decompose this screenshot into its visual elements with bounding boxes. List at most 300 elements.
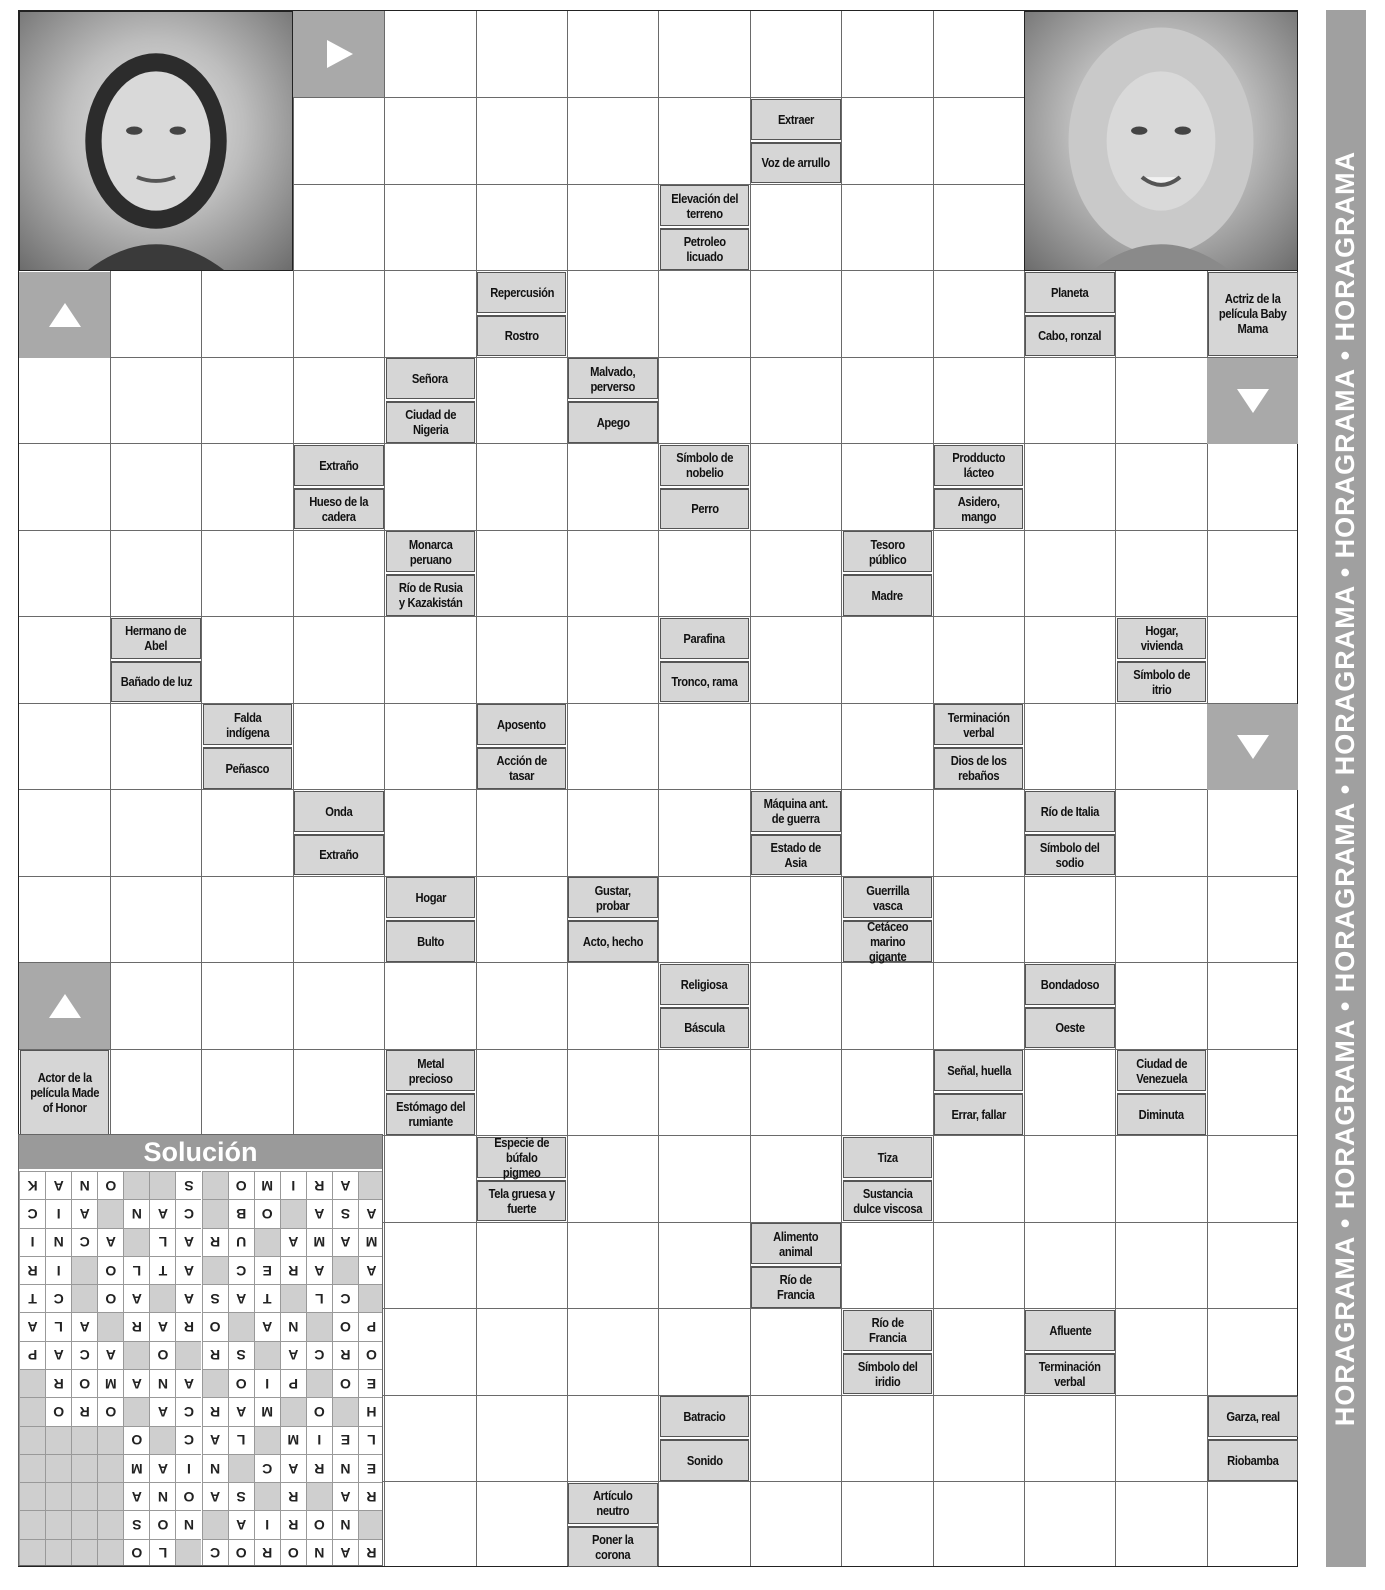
solution-cell [45,1539,71,1566]
solution-cell: E [358,1454,383,1482]
solution-cell [19,1426,45,1454]
clue-penasco [203,747,292,788]
solution-cell: M [254,1397,280,1425]
clue-text: Cetáceo marino gigante [866,918,908,964]
solution-cell: A [71,1199,97,1227]
solution-cell: R [202,1228,228,1256]
solution-cell: N [149,1369,175,1397]
clue-apego [568,401,657,442]
solution-cell [123,1171,149,1199]
grid-line [19,876,1297,877]
clue-religiosa [660,964,749,1005]
clue-metal [386,1050,475,1091]
solution-cell [123,1228,149,1256]
arrow-up-box [19,963,110,1049]
clue-text: Ciudad de Nigeria [404,407,456,438]
solution-cell [19,1454,45,1482]
clue-text: Falda indígena [225,709,270,740]
solution-cell [202,1510,228,1538]
clue-falda [203,704,292,745]
solution-cell: R [71,1397,97,1425]
clue-itrio [1117,661,1206,702]
clue-text: Bañado de luz [120,674,192,690]
solution-cell: M [306,1228,332,1256]
arrow-down-box [1207,358,1298,444]
solution-cell: C [228,1256,254,1284]
solution-cell: I [175,1454,201,1482]
solution-cell: M [123,1454,149,1482]
solution-cell: S [228,1482,254,1510]
clue-text: Metal precioso [408,1055,453,1086]
clue-text: Tiza [877,1149,898,1165]
solution-cell [97,1426,123,1454]
solution-cell: O [149,1341,175,1369]
clue-gustar [568,877,657,918]
clue-planeta [1025,272,1114,313]
grid-line [19,616,1297,617]
clue-articulo [568,1483,657,1524]
solution-cell [71,1454,97,1482]
clue-text: Bondadoso [1040,976,1100,992]
solution-cell: L [45,1312,71,1340]
solution-cell: S [228,1341,254,1369]
clue-text: Señal, huella [946,1063,1011,1079]
solution-cell: A [332,1539,358,1566]
solution-cell: T [149,1256,175,1284]
solution-cell [19,1482,45,1510]
clue-text: Asidero, mango [957,493,1000,524]
solution-cell: M [254,1171,280,1199]
clue-extrano2 [294,834,383,875]
solution-cell: R [332,1341,358,1369]
clue-extraer [751,99,840,140]
solution-cell [254,1426,280,1454]
solution-cell: R [358,1539,383,1566]
solution-cell: A [202,1426,228,1454]
clue-text: Hueso de la cadera [309,493,369,524]
solution-cell [306,1312,332,1340]
solution-cell: R [280,1510,306,1538]
clue-maquina [751,791,840,832]
clue-text: Apego [596,414,630,430]
solution-cell: E [254,1256,280,1284]
solution-cell: S [332,1199,358,1227]
solution-cell [19,1369,45,1397]
solution-cell [97,1539,123,1566]
solution-cell: A [306,1256,332,1284]
clue-tela [477,1180,566,1221]
clue-text: Religiosa [681,976,728,992]
clue-ciudad-venez [1117,1050,1206,1091]
solution-cell: C [175,1199,201,1227]
solution-cell: N [149,1482,175,1510]
photo-actor [19,11,293,271]
solution-cell: N [71,1171,97,1199]
solution-cell: C [19,1199,45,1227]
clue-acto [568,920,657,961]
solution-cell: C [254,1454,280,1482]
clue-text: Artículo neutro [593,1488,633,1519]
clue-text: Tesoro público [868,536,906,567]
solution-cell [202,1369,228,1397]
solution-cell: R [280,1482,306,1510]
solution-cell: R [306,1171,332,1199]
clue-text: Río de Francia [868,1315,906,1346]
solution-cell: M [280,1426,306,1454]
clue-text: Extraño [319,457,359,473]
solution-cell: I [254,1510,280,1538]
clue-text: Batracio [683,1409,726,1425]
solution-cell: P [19,1341,45,1369]
solution-cell [202,1171,228,1199]
solution-cell: T [254,1284,280,1312]
clue-monarca [386,531,475,572]
solution-cell: O [332,1369,358,1397]
clue-text: Señora [412,371,449,387]
clue-text: Estado de Asia [770,839,822,870]
clue-actor [20,1050,109,1135]
solution-cell: O [123,1539,149,1566]
solution-cell [228,1454,254,1482]
solution-cell: N [332,1510,358,1538]
solution-cell: A [45,1171,71,1199]
clue-errar [934,1093,1023,1134]
solution-cell: E [358,1369,383,1397]
clue-actriz [1208,272,1297,357]
solution-cell [149,1284,175,1312]
solution-cell [45,1426,71,1454]
clue-text: Acto, hecho [582,933,644,949]
grid-line [19,357,1297,358]
solution-cell [280,1284,306,1312]
solution-cell [123,1397,149,1425]
solution-cell: A [175,1228,201,1256]
solution-cell: A [332,1171,358,1199]
clue-banado [111,661,200,702]
clue-hogar-viv [1117,618,1206,659]
clue-rio-francia2 [843,1310,932,1351]
clue-rostro [477,315,566,356]
solution-cell: L [123,1256,149,1284]
clue-sonido [660,1439,749,1480]
solution-cell [97,1312,123,1340]
solution-cell: I [19,1228,45,1256]
solution-cell [71,1510,97,1538]
solution-cell [254,1341,280,1369]
solution-cell: A [175,1256,201,1284]
solution-cell: C [175,1426,201,1454]
solution-cell: A [123,1482,149,1510]
solution-cell [71,1256,97,1284]
clue-text: Cabo, ronzal [1038,328,1102,344]
arrow-down-box [1207,704,1298,790]
solution-cell: A [175,1284,201,1312]
clue-text: Aposento [497,717,547,733]
solution-cell: A [71,1312,97,1340]
solution-cell [358,1510,383,1538]
solution-cell [71,1426,97,1454]
solution-cell: C [71,1341,97,1369]
clue-perro [660,488,749,529]
solution-cell: A [280,1454,306,1482]
clue-text: Extraño [319,847,359,863]
clue-cetaceo [843,918,932,964]
clue-bondadoso [1025,964,1114,1005]
solution-cell: A [123,1284,149,1312]
solution-cell [71,1284,97,1312]
solution-cell: R [202,1341,228,1369]
clue-text: Diminuta [1138,1106,1185,1122]
clue-text: Río de Francia [777,1272,815,1303]
clue-text: Repercusión [489,284,554,300]
grid-line [19,1049,1297,1050]
clue-text: Hogar, vivienda [1140,623,1183,654]
clue-garza [1208,1396,1297,1437]
solution-cell [202,1256,228,1284]
solution-cell: R [175,1312,201,1340]
clue-tronco [660,661,749,702]
clue-text: Símbolo de itrio [1133,666,1190,697]
clue-text: Malvado, perverso [590,363,636,394]
clue-bulto [386,920,475,961]
solution-cell: A [149,1199,175,1227]
solution-cell: O [332,1312,358,1340]
solution-cell: A [123,1369,149,1397]
solution-cell [332,1397,358,1425]
solution-cell [254,1482,280,1510]
sidebar-label: HORAGRAMA • HORAGRAMA • HORAGRAMA • HORAGRAMA • HORAGRAMA • HORAGRAMA [1330,150,1361,1427]
clue-text: Hogar [414,890,446,906]
solution-cell: O [97,1256,123,1284]
clue-text: Hermano de Abel [125,623,187,654]
solution-cell: A [358,1199,383,1227]
solution-cell: E [332,1426,358,1454]
clue-text: Gustar, probar [595,882,632,913]
clue-text: Actriz de la película Baby Mama [1219,291,1287,337]
solution-cell [280,1397,306,1425]
clue-bascula [660,1007,749,1048]
clue-text: Prodducto lácteo [952,450,1006,481]
clue-poner [568,1526,657,1567]
clue-alimento [751,1223,840,1264]
solution-cell [228,1312,254,1340]
solution-cell: S [175,1171,201,1199]
solution-cell: C [306,1341,332,1369]
solution-cell [358,1284,383,1312]
clue-hogar [386,877,475,918]
solution-cell [149,1171,175,1199]
solution-cell: I [306,1426,332,1454]
clue-estado-asia [751,834,840,875]
clue-hermano [111,618,200,659]
clue-nobelio [660,445,749,486]
clue-parafina [660,618,749,659]
clue-lacteo [934,445,1023,486]
solution-cell: S [202,1284,228,1312]
solution-cell: O [97,1171,123,1199]
solution-panel [18,1134,383,1566]
clue-voz-arrullo [751,142,840,183]
clue-text: Alimento animal [773,1228,819,1259]
solution-cell: L [306,1284,332,1312]
solution-cell: C [45,1284,71,1312]
solution-cell: L [228,1426,254,1454]
solution-cell: A [228,1510,254,1538]
solution-cell: A [306,1199,332,1227]
clue-text: Riobamba [1227,1452,1279,1468]
solution-cell [19,1397,45,1425]
solution-cell: R [123,1312,149,1340]
clue-text: Símbolo del iridio [857,1358,918,1389]
solution-cell [123,1341,149,1369]
solution-cell: I [254,1369,280,1397]
clue-bufalo [477,1134,566,1180]
solution-cell [358,1171,383,1199]
solution-cell: A [149,1454,175,1482]
solution-cell: R [19,1256,45,1284]
clue-text: Madre [871,587,903,603]
solution-cell: A [97,1228,123,1256]
clue-text: Tronco, rama [671,674,738,690]
solution-cell: A [45,1341,71,1369]
arrow-right-box [293,11,384,97]
clue-text: Petroleo licuado [683,234,726,265]
clue-text: Acción de tasar [496,753,547,784]
solution-cell: O [228,1539,254,1566]
solution-cell: N [45,1228,71,1256]
clue-text: Río de Rusia y Kazakistán [398,580,463,611]
solution-grid [19,1171,383,1566]
clue-senal [934,1050,1023,1091]
clue-iridio [843,1353,932,1394]
solution-cell: O [202,1312,228,1340]
clue-text: Perro [690,501,719,517]
solution-cell: M [97,1369,123,1397]
clue-text: Elevación del terreno [670,190,738,221]
solution-cell: I [280,1171,306,1199]
solution-cell: A [228,1284,254,1312]
solution-cell: O [228,1171,254,1199]
solution-cell: O [306,1397,332,1425]
solution-cell: A [149,1312,175,1340]
clue-text: Guerrilla vasca [865,882,909,913]
solution-cell: I [45,1256,71,1284]
solution-cell [45,1510,71,1538]
solution-cell: O [280,1539,306,1566]
solution-cell [97,1482,123,1510]
clue-tesoro [843,531,932,572]
clue-malvado [568,358,657,399]
solution-cell: A [149,1397,175,1425]
solution-cell: N [123,1199,149,1227]
solution-cell: O [97,1397,123,1425]
solution-cell: R [254,1539,280,1566]
solution-cell: A [280,1341,306,1369]
solution-title: Solución [19,1135,382,1169]
clue-text: Báscula [684,1020,725,1036]
solution-cell: O [175,1482,201,1510]
solution-cell [97,1454,123,1482]
clue-text: Oeste [1055,1020,1085,1036]
clue-repercusion [477,272,566,313]
clue-text: Especie de búfalo pigmeo [494,1134,550,1180]
clue-text: Rostro [504,328,539,344]
solution-cell: C [332,1284,358,1312]
clue-text: Actor de la película Made of Honor [30,1069,100,1115]
solution-cell: N [202,1454,228,1482]
solution-cell [306,1369,332,1397]
solution-cell [97,1510,123,1538]
solution-cell: A [358,1256,383,1284]
solution-cell: A [332,1482,358,1510]
clue-text: Parafina [683,630,726,646]
clue-text: Sonido [686,1452,723,1468]
clue-asidero [934,488,1023,529]
solution-cell [332,1256,358,1284]
clue-rio-francia1 [751,1266,840,1307]
clue-terminacion2 [1025,1353,1114,1394]
clue-sodio [1025,834,1114,875]
clue-riobamba [1208,1439,1297,1480]
solution-cell: A [254,1312,280,1340]
solution-cell: P [280,1369,306,1397]
clue-afluente [1025,1310,1114,1351]
solution-cell: S [123,1510,149,1538]
clue-cabo [1025,315,1114,356]
solution-cell [45,1482,71,1510]
clue-aposento [477,704,566,745]
solution-cell: L [358,1426,383,1454]
clue-extrano1 [294,445,383,486]
clue-madre [843,574,932,615]
clue-sustancia [843,1180,932,1221]
clue-oeste [1025,1007,1114,1048]
solution-cell: B [228,1199,254,1227]
photo-actress [1024,11,1298,271]
clue-senora [386,358,475,399]
solution-cell: A [332,1228,358,1256]
solution-cell: A [175,1369,201,1397]
clue-text: Planeta [1051,284,1089,300]
clue-text: Símbolo de nobelio [676,450,733,481]
clue-text: Símbolo del sodio [1040,839,1100,870]
solution-cell [19,1539,45,1566]
solution-cell: R [202,1397,228,1425]
solution-cell: T [19,1284,45,1312]
clue-text: Ciudad de Venezuela [1135,1055,1187,1086]
solution-cell [19,1510,45,1538]
clue-text: Onda [325,803,353,819]
solution-cell: L [149,1539,175,1566]
solution-cell: U [228,1228,254,1256]
solution-cell: A [280,1228,306,1256]
solution-cell: R [45,1369,71,1397]
solution-cell: N [280,1312,306,1340]
solution-cell [175,1539,201,1566]
clue-text: Bulto [416,933,444,949]
clue-text: Terminación verbal [947,709,1010,740]
solution-cell: R [280,1256,306,1284]
clue-guerrilla [843,877,932,918]
clue-text: Errar, fallar [951,1106,1006,1122]
grid-line [19,530,1297,531]
clue-petroleo [660,228,749,269]
sidebar-banner [1326,10,1366,1567]
clue-hueso [294,488,383,529]
solution-cell: O [97,1284,123,1312]
clue-text: Sustancia dulce viscosa [852,1185,922,1216]
solution-cell: R [358,1482,383,1510]
